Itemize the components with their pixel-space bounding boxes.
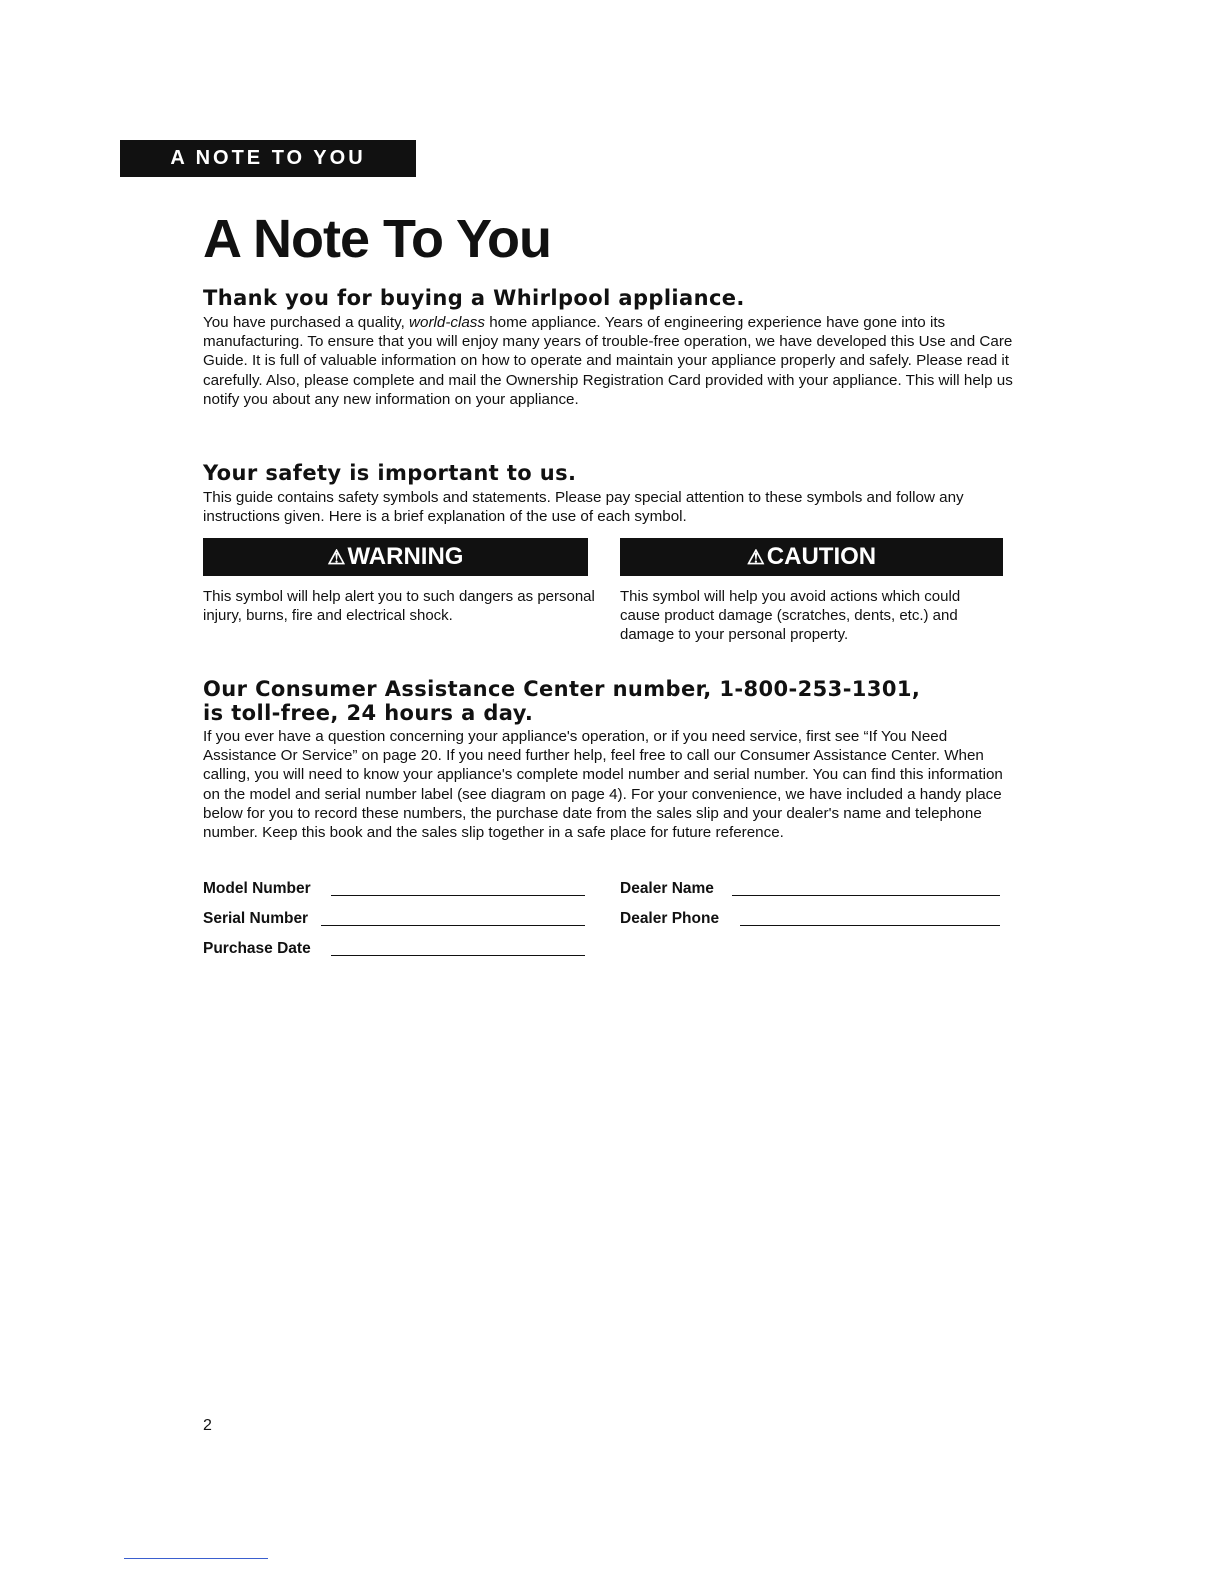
serial-number-label: Serial Number	[203, 910, 309, 927]
model-number-line	[331, 895, 585, 896]
thank-you-paragraph	[203, 313, 1013, 409]
warning-label: WARNING	[347, 543, 464, 570]
footer-rule	[124, 1558, 268, 1559]
consumer-center-heading-line2: is toll-free, 24 hours a day.	[203, 701, 534, 725]
caution-triangle-icon: ⚠	[746, 547, 765, 569]
model-number-label: Model Number	[203, 880, 311, 897]
world-class-emphasis: world-class	[409, 314, 485, 331]
model-number-field[interactable]	[203, 878, 593, 904]
caution-label: CAUTION	[766, 543, 877, 570]
page-number: 2	[203, 1417, 212, 1434]
dealer-phone-label: Dealer Phone	[620, 910, 720, 927]
serial-number-field[interactable]	[203, 908, 593, 934]
dealer-phone-field[interactable]	[620, 908, 1005, 934]
purchase-date-field[interactable]	[203, 938, 593, 964]
section-tab: A NOTE TO YOU	[120, 140, 416, 177]
caution-description: This symbol will help you avoid actions which could cause product damage (scratches, dents, etc.) and damage to your personal property.	[620, 588, 961, 643]
safety-heading: Your safety is important to us.	[203, 461, 577, 485]
thank-you-text-start: You have purchased a quality,	[203, 314, 410, 331]
thank-you-text-end: home appliance. Years of engineering experience have gone into its manufacturing. To ensure that you will enjoy many years of trouble-free operation, we have developed this Use and Care Guide. It is full of valuable information on how to operate and maintain your appliance properly and safely. Please read it carefully. Also, please complete and mail the Ownership Registration Card provided with your appliance. This will help us notify you about any new information on your appliance.	[203, 314, 1013, 408]
warning-label-bar	[203, 538, 588, 576]
page-title: A Note To You	[203, 209, 551, 269]
safety-paragraph: This guide contains safety symbols and statements. Please pay special attention to these symbols and follow any instructions given. Here is a brief explanation of the use of each symbol.	[203, 489, 964, 526]
dealer-name-field[interactable]	[620, 878, 1005, 904]
serial-number-line	[321, 925, 585, 926]
purchase-date-line	[331, 955, 585, 956]
dealer-name-line	[732, 895, 1000, 896]
dealer-name-label: Dealer Name	[620, 880, 714, 897]
thank-you-heading: Thank you for buying a Whirlpool appliance.	[203, 286, 745, 310]
consumer-center-heading-line1: Our Consumer Assistance Center number, 1-800-253-1301,	[203, 677, 921, 701]
consumer-center-paragraph: If you ever have a question concerning your appliance's operation, or if you need service, first see “If You Need Assistance Or Service” on page 20. If you need further help, feel free to call our Consumer Assistance Center. When calling, you will need to know your appliance's complete model number and serial number. You can find this information on the model and serial number label (see diagram on page 4). For your convenience, we have included a handy place below for you to record these numbers, the purchase date from the sales slip and your dealer's name and telephone number. Keep this book and the sales slip together in a safe place for future reference.	[203, 728, 1003, 842]
warning-description: This symbol will help alert you to such dangers as personal injury, burns, fire and electrical shock.	[203, 588, 595, 624]
caution-label-bar	[620, 538, 1003, 576]
purchase-date-label: Purchase Date	[203, 940, 311, 957]
dealer-phone-line	[740, 925, 1000, 926]
warning-triangle-icon: ⚠	[327, 547, 346, 569]
